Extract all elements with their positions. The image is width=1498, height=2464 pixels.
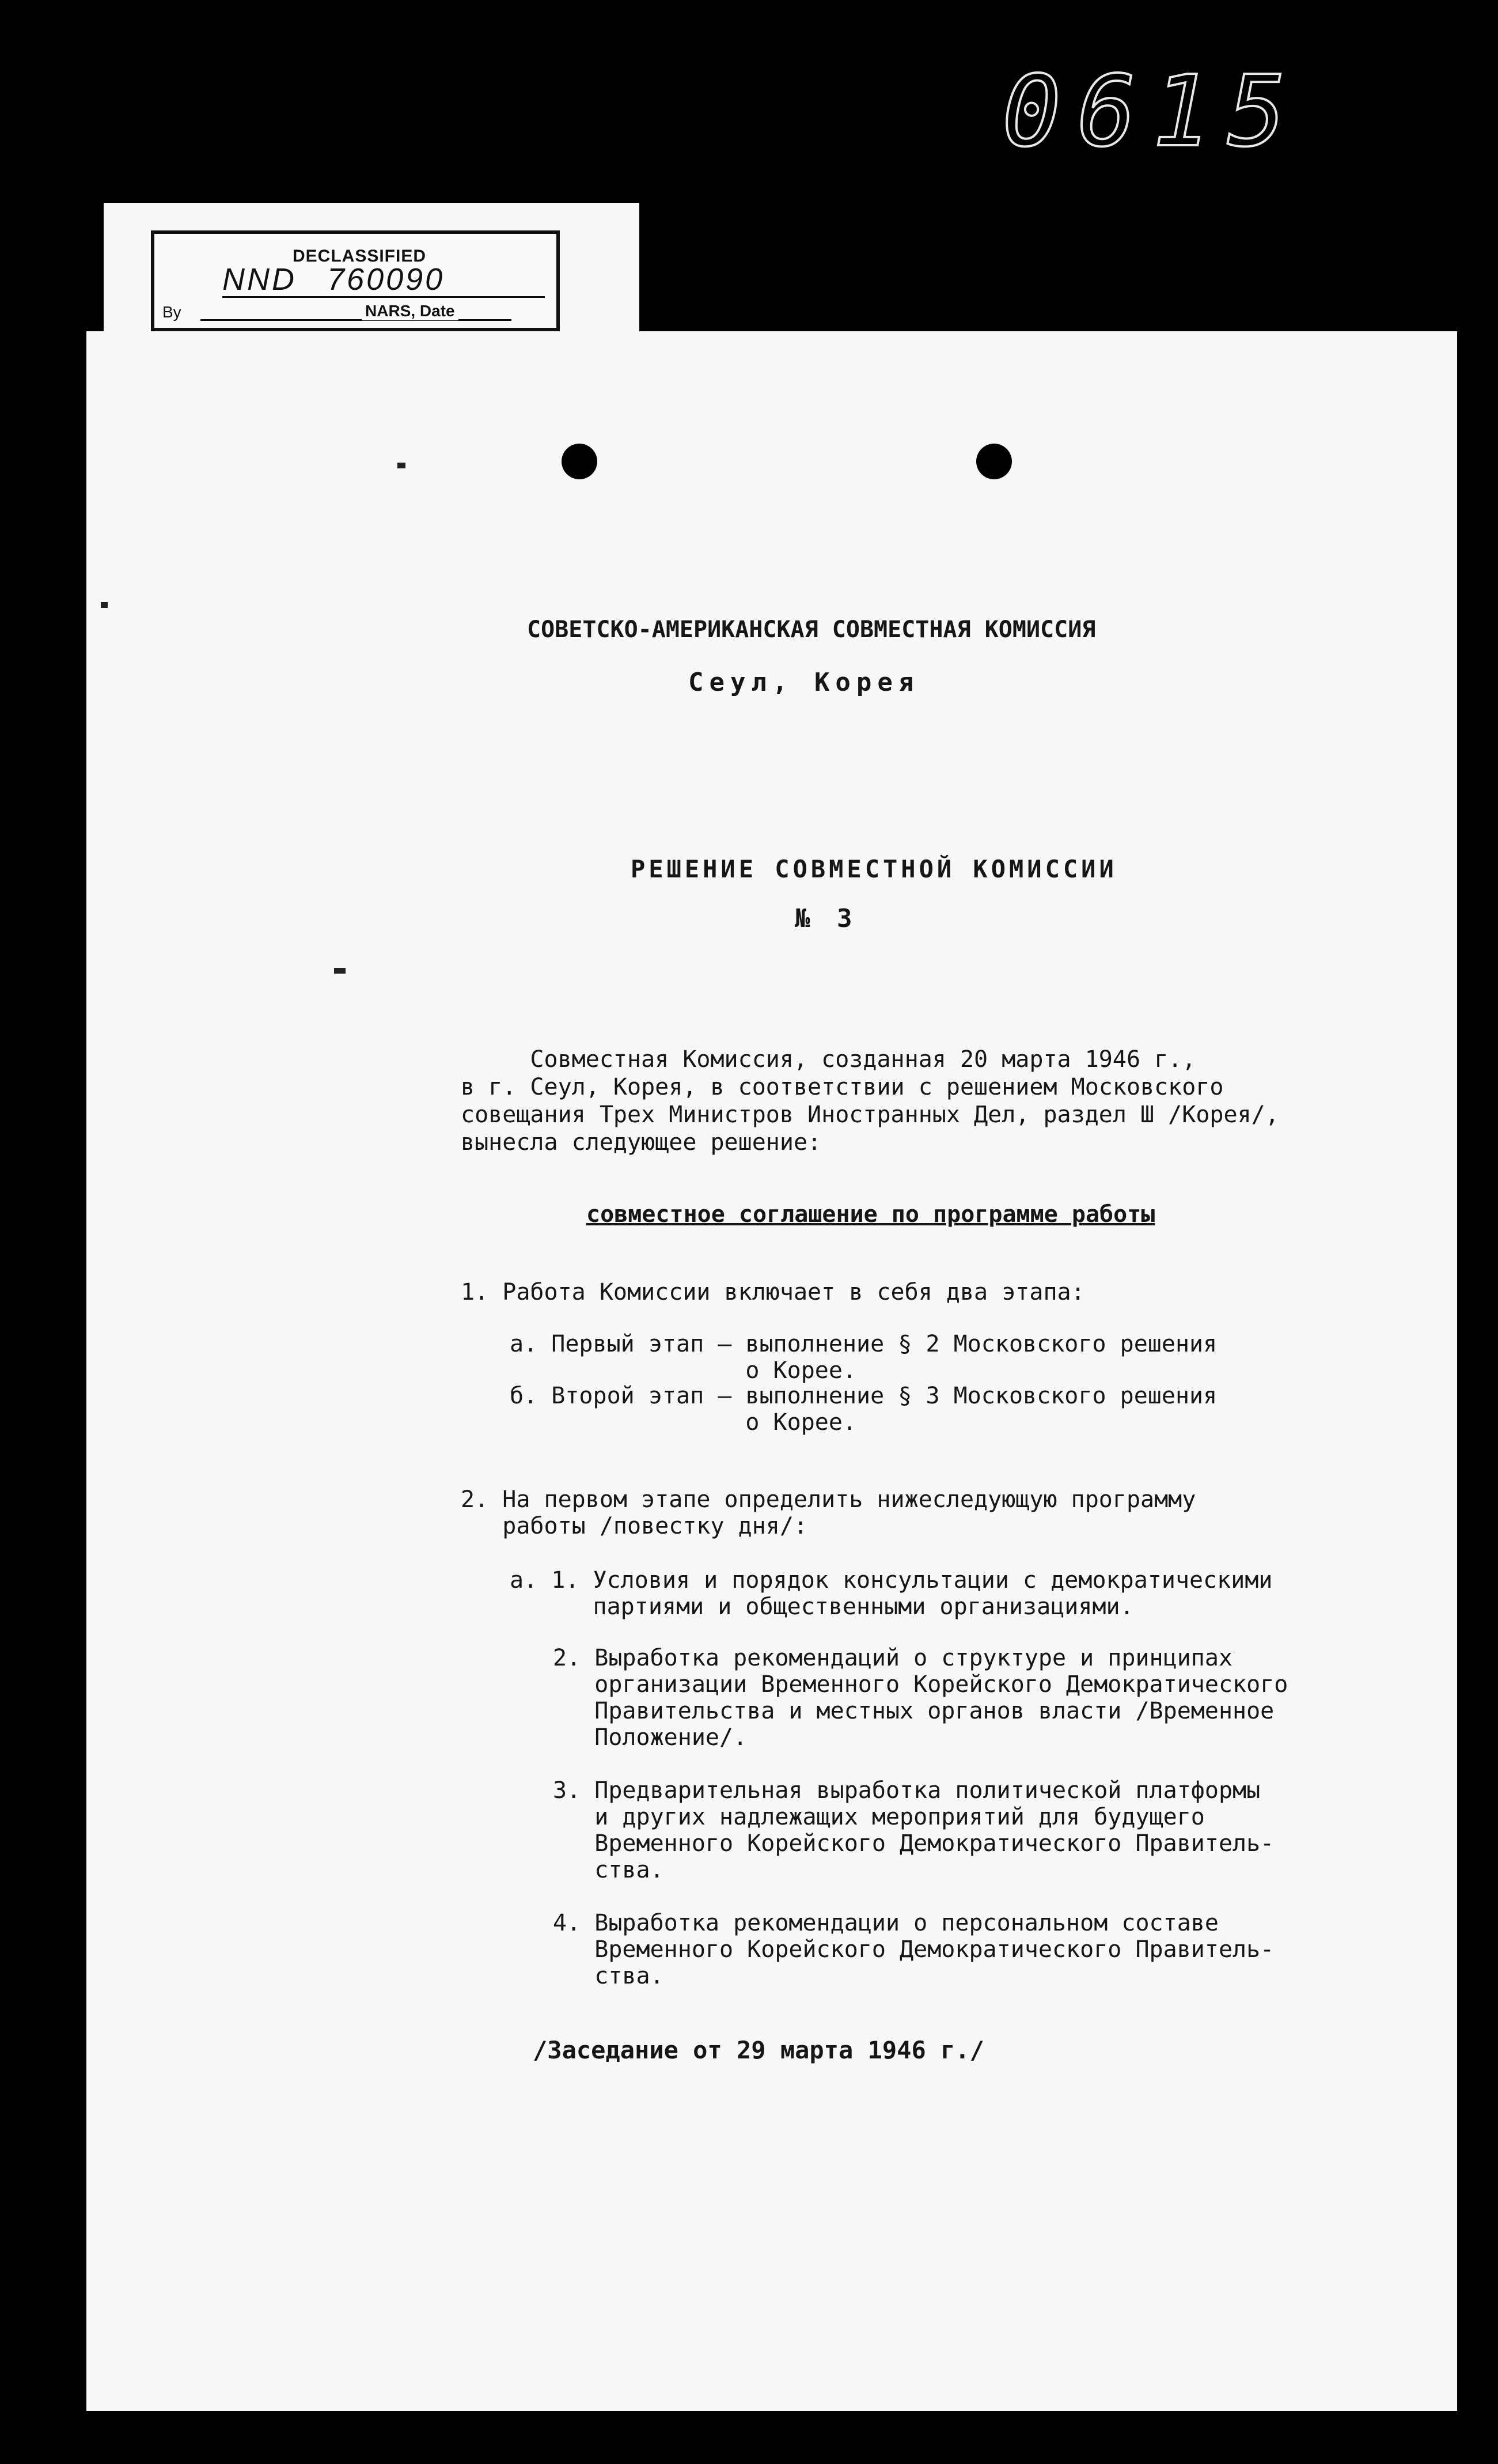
stamp-by-line <box>200 319 511 321</box>
document-header-commission: СОВЕТСКО-АМЕРИКАНСКАЯ СОВМЕСТНАЯ КОМИССИЯ <box>527 616 1096 643</box>
document-header-location: Сеул, Корея <box>688 668 920 697</box>
punch-hole <box>562 444 597 479</box>
decision-number: № 3 <box>795 904 858 933</box>
stamp-by-label: By <box>162 303 181 321</box>
paper-speck <box>334 968 346 974</box>
microfilm-frame-number: 0615 <box>1002 55 1303 169</box>
paper-speck <box>397 463 405 468</box>
list-item-2a-4: 4. Выработка рекомендации о персональном составе Временного Корейского Демократического Правитель- ства. <box>553 1910 1275 1989</box>
stamp-declassified-label: DECLASSIFIED <box>293 247 427 266</box>
stamp-nars-date-label: NARS, Date <box>362 302 458 320</box>
document-page <box>86 331 1457 2411</box>
session-date-note: /Заседание от 29 марта 1946 г./ <box>533 2036 984 2064</box>
stamp-authority-prefix: NND <box>222 262 297 297</box>
stamp-authority-line <box>222 296 545 298</box>
list-item-1b: б. Второй этап – выполнение § 3 Московского решения о Корее. <box>510 1383 1218 1436</box>
paper-speck <box>101 602 108 608</box>
list-item-2a-3: 3. Предварительная выработка политической платформы и других надлежащих мероприятий для будущего Временного Корейского Демократического Правитель- ства. <box>553 1777 1275 1883</box>
intro-paragraph: Совместная Комиссия, созданная 20 марта 1946 г., в г. Сеул, Корея, в соответствии с решением Московского совещания Трех Министров Иностранных Дел, раздел Ш /Корея/, вынесла следующее решение: <box>461 1046 1279 1156</box>
list-item-1a: а. Первый этап – выполнение § 2 Московского решения о Корее. <box>510 1331 1218 1384</box>
stamp-authority-number: 760090 <box>327 262 445 297</box>
agreement-subheading: совместное соглашение по программе работы <box>586 1201 1155 1228</box>
list-item-2a-2: 2. Выработка рекомендаций о структуре и принципах организации Временного Корейского Демократического Правительства и местных органов власти /Временное Положение/. <box>553 1645 1288 1751</box>
list-item-1: 1. Работа Комиссии включает в себя два этапа: <box>461 1279 1085 1305</box>
list-item-2: 2. На первом этапе определить нижеследующую программу работы /повестку дня/: <box>461 1486 1196 1539</box>
decision-title: РЕШЕНИЕ СОВМЕСТНОЙ КОМИССИИ <box>631 855 1117 883</box>
declassification-stamp <box>151 230 560 331</box>
list-item-2a-1: а. 1. Условия и порядок консультации с демократическими партиями и общественными организациями. <box>510 1567 1273 1620</box>
punch-hole <box>976 444 1012 479</box>
